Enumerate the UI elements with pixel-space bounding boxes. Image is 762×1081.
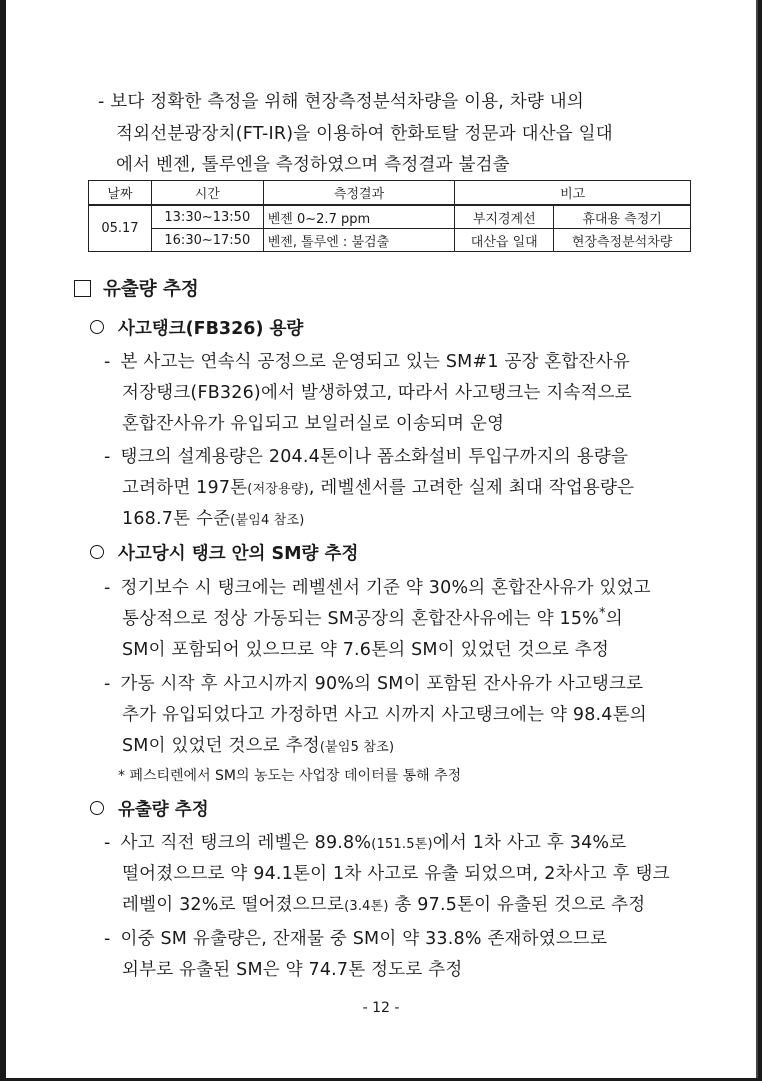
sub2-bullet-1-line-2: 통상적으로 정상 가동되는 SM공장의 혼합잔사유에는 약 15%*의 (122, 606, 623, 629)
header-time: 시간 (151, 181, 263, 206)
cell-place: 대산읍 일대 (455, 229, 554, 252)
cell-method: 현장측정분석차량 (554, 229, 691, 252)
cell-result: 벤젠 0∼2.7 ppm (263, 205, 455, 229)
circle-bullet-icon (90, 801, 104, 815)
table-header-row (89, 181, 691, 206)
sub3-bullet-1-line-1: - 사고 직전 탱크의 레벨은 89.8%(151.5톤)에서 1차 사고 후 34%로 (104, 833, 627, 853)
subsection-1-heading (90, 315, 303, 340)
subsection-2-title: 사고당시 탱크 안의 SM량 추정 (118, 544, 359, 564)
sub3-bullet-1-line-3: 레벨이 32%로 떨어졌으므로(3.4톤) 총 97.5톤이 유출된 것으로 추정 (122, 895, 646, 915)
sub2-footnote: * 페스티렌에서 SM의 농도는 사업장 데이터를 통해 추정 (118, 768, 462, 784)
cell-result: 벤젠, 톨루엔 : 불검출 (263, 229, 455, 252)
intro-line-1: - 보다 정확한 측정을 위해 현장측정분석차량을 이용, 차량 내의 (98, 92, 585, 112)
sub1-bullet-2-line-1: - 탱크의 설계용량은 204.4톤이나 폼소화설비 투입구까지의 용량을 (104, 447, 629, 467)
cell-time: 16:30∼17:50 (151, 229, 263, 252)
cell-time: 13:30∼13:50 (151, 205, 263, 229)
page-number: - 12 - (362, 1000, 400, 1016)
section-heading (74, 275, 199, 301)
circle-bullet-icon (90, 545, 104, 559)
sub3-bullet-2-line-2: 외부로 유출된 SM은 약 74.7톤 정도로 추정 (122, 960, 463, 980)
checkbox-square-icon (74, 280, 91, 297)
circle-bullet-icon (90, 320, 104, 334)
cell-place: 부지경계선 (455, 205, 554, 229)
measurement-table (88, 180, 691, 252)
intro-line-2: 적외선분광장치(FT-IR)을 이용하여 한화토탈 정문과 대산읍 일대 (116, 124, 613, 144)
subsection-3-title: 유출량 추정 (118, 800, 209, 820)
sub2-bullet-1-line-1: - 정기보수 시 탱크에는 레벨센서 기준 약 30%의 혼합잔사유가 있었고 (104, 578, 651, 598)
header-remarks: 비고 (455, 181, 691, 206)
table-row (89, 229, 691, 252)
subsection-2-heading (90, 540, 358, 565)
sub1-bullet-1-line-2: 저장탱크(FB326)에서 발생하였고, 따라서 사고탱크는 지속적으로 (122, 383, 632, 403)
sub1-bullet-2-line-3: 168.7톤 수준(붙임4 참조) (122, 509, 305, 529)
header-date: 날짜 (89, 181, 152, 206)
header-result: 측정결과 (263, 181, 455, 206)
sub3-bullet-1-line-2: 떨어졌으므로 약 94.1톤이 1차 사고로 유출 되었으며, 2차사고 후 탱크 (122, 864, 670, 884)
sub2-bullet-2-line-2: 추가 유입되었다고 가정하면 사고 시까지 사고탱크에는 약 98.4톤의 (122, 705, 647, 725)
subsection-1-title: 사고탱크(FB326) 용량 (118, 319, 304, 339)
intro-line-3: 에서 벤젠, 톨루엔을 측정하였으며 측정결과 불검출 (116, 155, 510, 175)
sub3-bullet-2-line-1: - 이중 SM 유출량은, 잔재물 중 SM이 약 33.8% 존재하였으므로 (104, 929, 608, 949)
subsection-3-heading (90, 796, 209, 821)
document-page (6, 0, 758, 1078)
table-row (89, 205, 691, 229)
sub1-bullet-1-line-1: - 본 사고는 연속식 공정으로 운영되고 있는 SM#1 공장 혼합잔사유 (104, 352, 630, 372)
cell-date: 05.17 (89, 205, 152, 252)
cell-method: 휴대용 측정기 (554, 205, 691, 229)
sub1-bullet-2-line-2: 고려하면 197톤(저장용량), 레벨센서를 고려한 실제 최대 작업용량은 (122, 478, 635, 498)
sub2-bullet-2-line-1: - 가동 시작 후 사고시까지 90%의 SM이 포함된 잔사유가 사고탱크로 (104, 674, 644, 694)
sub1-bullet-1-line-3: 혼합잔사유가 유입되고 보일러실로 이송되며 운영 (122, 414, 505, 434)
sub2-bullet-2-line-3: SM이 있었던 것으로 추정(붙임5 참조) (122, 736, 395, 756)
sub2-bullet-1-line-3: SM이 포함되어 있으므로 약 7.6톤의 SM이 있었던 것으로 추정 (122, 640, 609, 660)
section-title: 유출량 추정 (103, 279, 199, 300)
